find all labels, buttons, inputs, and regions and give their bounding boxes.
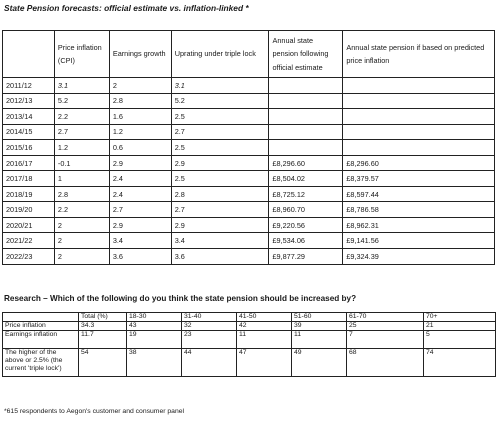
predicted-inflation-cell (343, 109, 495, 125)
header-earnings-growth: Earnings growth (109, 31, 171, 78)
predicted-inflation-cell (343, 124, 495, 140)
table-row (3, 217, 495, 233)
research-value-cell: 19 (127, 331, 182, 349)
cpi-cell: 2.2 (54, 109, 109, 125)
year-cell: 2021/22 (3, 233, 55, 249)
research-value-cell: 21 (424, 322, 496, 331)
table-row (3, 124, 495, 140)
research-value-cell: 43 (127, 322, 182, 331)
research-value-cell: 23 (182, 331, 237, 349)
uprating-cell: 3.6 (171, 249, 269, 265)
official-estimate-cell: £9,534.06 (269, 233, 343, 249)
earnings-cell: 3.6 (109, 249, 171, 265)
research-value-cell: 54 (79, 349, 127, 377)
uprating-cell: 2.9 (171, 217, 269, 233)
earnings-cell: 2.7 (109, 202, 171, 218)
official-estimate-cell: £8,296.60 (269, 155, 343, 171)
research-row-label: Price inflation (3, 322, 79, 331)
header-predicted-inflation: Annual state pension if based on predicted price inflation (343, 31, 495, 78)
table-row (3, 140, 495, 156)
research-value-cell: 32 (182, 322, 237, 331)
table-row (3, 171, 495, 187)
earnings-cell: 2.9 (109, 217, 171, 233)
uprating-cell: 2.9 (171, 155, 269, 171)
official-estimate-cell (269, 140, 343, 156)
cpi-cell: 2.8 (54, 186, 109, 202)
research-value-cell: 44 (182, 349, 237, 377)
cpi-cell: 1 (54, 171, 109, 187)
forecast-table (2, 30, 495, 265)
research-row (3, 322, 496, 331)
research-row-label: The higher of the above or 2.5% (the current 'triple lock') (3, 349, 79, 377)
official-estimate-cell (269, 109, 343, 125)
research-header-row (3, 313, 496, 322)
cpi-cell: 2 (54, 233, 109, 249)
predicted-inflation-cell: £8,296.60 (343, 155, 495, 171)
year-cell: 2022/23 (3, 249, 55, 265)
footnote: *615 respondents to Aegon's customer and consumer panel (4, 408, 185, 415)
predicted-inflation-cell (343, 78, 495, 94)
research-value-cell: 5 (424, 331, 496, 349)
earnings-cell: 1.2 (109, 124, 171, 140)
research-value-cell: 11 (237, 331, 292, 349)
research-value-cell: 74 (424, 349, 496, 377)
uprating-cell: 2.5 (171, 140, 269, 156)
year-cell: 2013/14 (3, 109, 55, 125)
earnings-cell: 2.4 (109, 186, 171, 202)
earnings-cell: 3.4 (109, 233, 171, 249)
cpi-cell: 2 (54, 249, 109, 265)
predicted-inflation-cell: £9,141.56 (343, 233, 495, 249)
research-column-header: 31-40 (182, 313, 237, 322)
predicted-inflation-cell (343, 93, 495, 109)
research-column-header: 51-60 (292, 313, 347, 322)
research-value-cell: 7 (347, 331, 424, 349)
uprating-cell: 2.5 (171, 171, 269, 187)
earnings-cell: 1.6 (109, 109, 171, 125)
year-cell: 2011/12 (3, 78, 55, 94)
predicted-inflation-cell: £8,962.31 (343, 217, 495, 233)
research-value-cell: 25 (347, 322, 424, 331)
research-row (3, 331, 496, 349)
research-value-cell: 39 (292, 322, 347, 331)
header-price-inflation: Price inflation (CPI) (54, 31, 109, 78)
year-cell: 2016/17 (3, 155, 55, 171)
page-title: State Pension forecasts: official estimate vs. inflation-linked * (4, 3, 249, 13)
header-uprating: Uprating under triple lock (171, 31, 269, 78)
predicted-inflation-cell: £8,786.58 (343, 202, 495, 218)
official-estimate-cell (269, 124, 343, 140)
research-value-cell: 11 (292, 331, 347, 349)
year-cell: 2015/16 (3, 140, 55, 156)
header-official-estimate: Annual state pension following official estimate (269, 31, 343, 78)
official-estimate-cell: £8,725.12 (269, 186, 343, 202)
research-column-header: 61-70 (347, 313, 424, 322)
table-row (3, 109, 495, 125)
official-estimate-cell: £8,960.70 (269, 202, 343, 218)
uprating-cell: 3.4 (171, 233, 269, 249)
research-column-header: 18-30 (127, 313, 182, 322)
research-row (3, 349, 496, 377)
research-row-label: Earnings inflation (3, 331, 79, 349)
cpi-cell: 5.2 (54, 93, 109, 109)
predicted-inflation-cell: £8,379.57 (343, 171, 495, 187)
table-row (3, 186, 495, 202)
year-cell: 2020/21 (3, 217, 55, 233)
research-value-cell: 47 (237, 349, 292, 377)
earnings-cell: 2.8 (109, 93, 171, 109)
official-estimate-cell: £9,220.56 (269, 217, 343, 233)
cpi-cell: 3.1 (54, 78, 109, 94)
table-row (3, 78, 495, 94)
year-cell: 2019/20 (3, 202, 55, 218)
official-estimate-cell: £8,504.02 (269, 171, 343, 187)
uprating-cell: 2.8 (171, 186, 269, 202)
table-row (3, 202, 495, 218)
research-table (2, 312, 496, 377)
cpi-cell: 1.2 (54, 140, 109, 156)
research-value-cell: 42 (237, 322, 292, 331)
predicted-inflation-cell: £8,597.44 (343, 186, 495, 202)
research-heading: Research – Which of the following do you think the state pension should be increased by? (4, 294, 357, 303)
research-column-header (3, 313, 79, 322)
official-estimate-cell: £9,877.29 (269, 249, 343, 265)
uprating-cell: 2.7 (171, 124, 269, 140)
official-estimate-cell (269, 78, 343, 94)
cpi-cell: 2 (54, 217, 109, 233)
year-cell: 2017/18 (3, 171, 55, 187)
research-value-cell: 68 (347, 349, 424, 377)
earnings-cell: 2.9 (109, 155, 171, 171)
research-value-cell: 38 (127, 349, 182, 377)
uprating-cell: 2.7 (171, 202, 269, 218)
earnings-cell: 2.4 (109, 171, 171, 187)
cpi-cell: -0.1 (54, 155, 109, 171)
uprating-cell: 5.2 (171, 93, 269, 109)
earnings-cell: 0.6 (109, 140, 171, 156)
header-year (3, 31, 55, 78)
table-row (3, 233, 495, 249)
research-column-header: Total (%) (79, 313, 127, 322)
official-estimate-cell (269, 93, 343, 109)
research-column-header: 41-50 (237, 313, 292, 322)
year-cell: 2014/15 (3, 124, 55, 140)
predicted-inflation-cell (343, 140, 495, 156)
research-column-header: 70+ (424, 313, 496, 322)
research-value-cell: 49 (292, 349, 347, 377)
earnings-cell: 2 (109, 78, 171, 94)
uprating-cell: 3.1 (171, 78, 269, 94)
table-row (3, 93, 495, 109)
research-value-cell: 34.3 (79, 322, 127, 331)
table-row (3, 155, 495, 171)
cpi-cell: 2.2 (54, 202, 109, 218)
cpi-cell: 2.7 (54, 124, 109, 140)
table-row (3, 249, 495, 265)
predicted-inflation-cell: £9,324.39 (343, 249, 495, 265)
uprating-cell: 2.5 (171, 109, 269, 125)
year-cell: 2018/19 (3, 186, 55, 202)
year-cell: 2012/13 (3, 93, 55, 109)
forecast-header-row (3, 31, 495, 78)
research-value-cell: 11.7 (79, 331, 127, 349)
